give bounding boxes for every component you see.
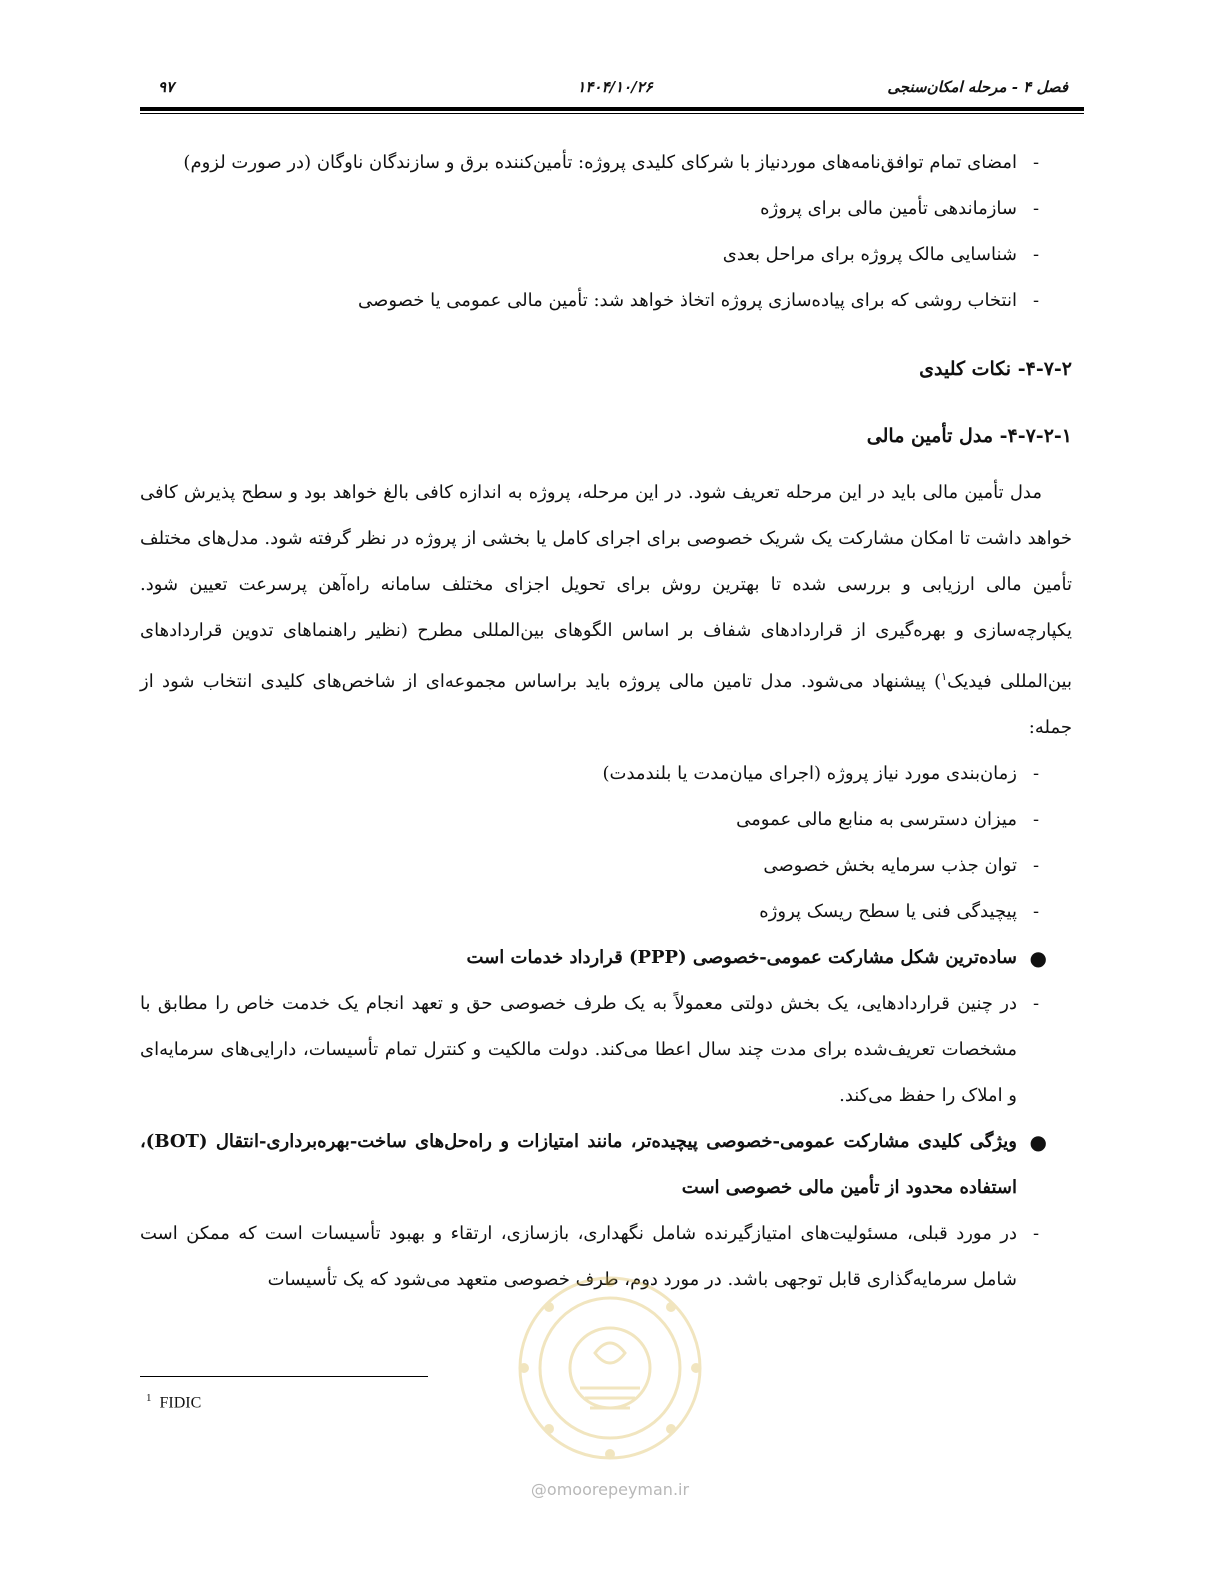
list-item-text: زمان‌بندی مورد نیاز پروژه (اجرای میان‌مدت یا بلندمدت) — [602, 763, 1017, 784]
list-item-text: در مورد قبلی، مسئولیت‌های امتیازگیرنده شامل نگهداری، بازسازی، ارتقاء و بهبود تأسیسات است که ممکن است شامل سرمایه‌گذاری قابل توجهی باشد. در مورد دوم، طرف خصوصی متعهد می‌شود که یک تأسیسات — [140, 1223, 1017, 1290]
dash-marker: - — [1032, 244, 1040, 265]
bullet-item-text: ویژگی کلیدی مشارکت عمومی-خصوصی پیچیده‌تر، مانند امتیازات و راه‌حل‌های ساخت-بهره‌برداری-انتقال (BOT)، استفاده محدود از تأمین مالی خصوصی است — [140, 1131, 1017, 1198]
list-item — [140, 232, 1072, 278]
list-item — [140, 140, 1072, 186]
dash-marker: - — [1032, 901, 1040, 922]
list-item — [140, 797, 1072, 843]
body-paragraph — [140, 470, 1072, 751]
list-item-text: سازماندهی تأمین مالی برای پروژه — [760, 198, 1017, 219]
paragraph-text: مدل تأمین مالی باید در این مرحله تعریف شود. در این مرحله، پروژه به اندازه کافی بالغ خواهد بود و سطح پذیرش کافی خواهد داشت تا امکان مشارکت یک شریک خصوصی برای اجرای کامل یا بخشی از پروژه در نظر گرفته شود. مدل‌های مختلف تأمین مالی ارزیابی و بررسی شده تا بهترین روش برای تحویل اجزای مختلف سامانه راه‌آهن پرسرعت تعیین شود. یکپارچه‌سازی و بهره‌گیری از قراردادهای شفاف بر اساس الگوهای بین‌المللی مطرح (نظیر راهنماهای تدوین قراردادهای بین‌المللی فیدیک — [140, 482, 1072, 692]
bullet-item — [140, 935, 1072, 981]
header-rule-thin — [140, 113, 1084, 114]
dash-marker: - — [1032, 763, 1040, 784]
list-item-text: میزان دسترسی به منابع مالی عمومی — [736, 809, 1017, 830]
list-item-text: امضای تمام توافق‌نامه‌های موردنیاز با شرکای کلیدی پروژه: تأمین‌کننده برق و سازندگان ناوگان (در صورت لزوم) — [183, 152, 1017, 173]
dash-marker: - — [1032, 152, 1040, 173]
footnote-number: 1 — [146, 1392, 152, 1404]
list-item-text: پیچیدگی فنی یا سطح ریسک پروژه — [759, 901, 1017, 922]
watermark-url — [510, 1480, 710, 1499]
section-heading: ۴-۷-۲- نکات کلیدی — [919, 358, 1072, 380]
list-item — [140, 278, 1072, 324]
dash-marker: - — [1032, 290, 1040, 311]
dash-marker: - — [1032, 993, 1040, 1014]
header-page-number: ۹۷ — [158, 78, 175, 96]
watermark-seal-icon — [510, 1268, 710, 1468]
footnote-reference: ۱ — [941, 670, 948, 683]
at-icon: @ — [530, 1480, 547, 1499]
header-date: ۱۴۰۴/۱۰/۲۶ — [577, 78, 653, 96]
list-item — [140, 889, 1072, 935]
dash-marker: - — [1032, 855, 1040, 876]
footnote-text: FIDIC — [159, 1394, 202, 1412]
list-item-text: توان جذب سرمایه بخش خصوصی — [763, 855, 1017, 876]
main-content — [140, 140, 1072, 1303]
watermark-url-text: omoorepeyman.ir — [546, 1480, 690, 1499]
dash-marker: - — [1032, 809, 1040, 830]
bullet-marker: ● — [1029, 1130, 1047, 1154]
bullet-marker: ● — [1029, 946, 1047, 970]
list-item — [140, 843, 1072, 889]
list-item-text: شناسایی مالک پروژه برای مراحل بعدی — [722, 244, 1017, 265]
list-item-text: در چنین قراردادهایی، یک بخش دولتی معمولاً به یک طرف خصوصی حق و تعهد انجام یک خدمت خاص را مطابق با مشخصات تعریف‌شده برای مدت چند سال اعطا می‌کند. دولت مالکیت و کنترل تمام تأسیسات، دارایی‌های سرمایه‌ای و املاک را حفظ می‌کند. — [140, 993, 1017, 1106]
list-item-text: انتخاب روشی که برای پیاده‌سازی پروژه اتخاذ خواهد شد: تأمین مالی عمومی یا خصوصی — [358, 290, 1017, 311]
list-item — [140, 981, 1072, 1119]
list-item — [140, 751, 1072, 797]
dash-marker: - — [1032, 1223, 1040, 1244]
subsection-heading: ۴-۷-۲-۱- مدل تأمین مالی — [866, 425, 1072, 447]
bullet-item — [140, 1119, 1072, 1211]
paragraph-text-continued: ) پیشنهاد می‌شود. مدل تامین مالی پروژه باید براساس مجموعه‌ای از شاخص‌های کلیدی انتخاب شود از جمله: — [140, 671, 1072, 738]
header-rule-thick — [140, 107, 1084, 111]
header-chapter: فصل ۴ - مرحله امکان‌سنجی — [887, 78, 1068, 96]
bullet-item-text: ساده‌ترین شکل مشارکت عمومی-خصوصی (PPP) قرارداد خدمات است — [466, 947, 1017, 968]
footnote — [146, 1392, 201, 1412]
dash-marker: - — [1032, 198, 1040, 219]
list-item — [140, 186, 1072, 232]
footnote-separator — [140, 1376, 428, 1377]
